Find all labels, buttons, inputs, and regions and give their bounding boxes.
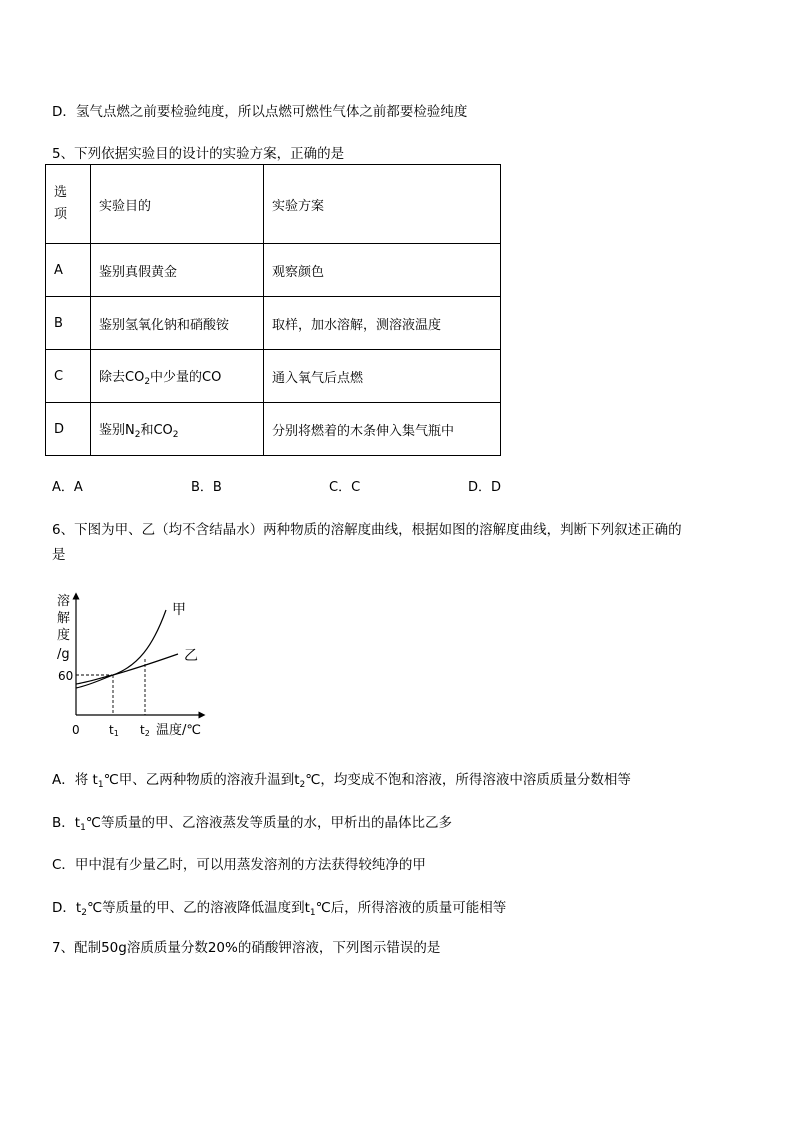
y-label-char: 度 <box>57 628 71 643</box>
row-purpose <box>91 403 264 456</box>
subscript: 2 <box>144 376 151 387</box>
row-option: A <box>46 244 91 297</box>
row-purpose <box>91 350 264 403</box>
header-option: 选 项 <box>46 165 91 244</box>
q5-table <box>45 164 501 456</box>
answer-d[interactable]: D．D <box>468 480 502 495</box>
q6-question-line2: 是 <box>52 547 66 563</box>
x-axis-label: 温度/℃ <box>156 723 201 738</box>
row-option: D <box>46 403 91 456</box>
row-plan: 取样，加水溶解，测溶液温度 <box>264 297 501 350</box>
solubility-graph <box>48 588 218 740</box>
text: ℃等质量的甲、乙的溶液降低温度到t <box>86 900 310 916</box>
purpose-text: 鉴别N <box>99 422 135 438</box>
purpose-text: 除去CO <box>99 369 145 385</box>
table-row <box>46 297 501 350</box>
row-plan: 通入氧气后点燃 <box>264 350 501 403</box>
row-plan: 分别将燃着的木条伸入集气瓶中 <box>264 403 501 456</box>
answer-c[interactable]: C．C <box>329 480 361 495</box>
subscript: 2 <box>172 429 179 440</box>
table-row <box>46 350 501 403</box>
text: D．t <box>52 900 82 916</box>
q6-question-line1: 6、下图为甲、乙（均不含结晶水）两种物质的溶解度曲线，根据如图的溶解度曲线，判断下列叙述正确的 <box>52 522 682 538</box>
text: ℃后，所得溶液的质量可能相等 <box>315 900 507 916</box>
q6-option-d[interactable] <box>52 896 506 918</box>
q4-option-d: D．氢气点燃之前要检验纯度，所以点燃可燃性气体之前都要检验纯度 <box>52 104 468 120</box>
answer-a[interactable]: A．A <box>52 480 83 495</box>
header-purpose: 实验目的 <box>91 165 264 244</box>
y-tick-60: 60 <box>58 669 74 683</box>
q7-question: 7、配制50g溶质质量分数20%的硝酸钾溶液，下列图示错误的是 <box>52 940 441 956</box>
text: B．t <box>52 815 81 831</box>
subscript: 1 <box>97 780 104 790</box>
q5-question: 5、下列依据实验目的设计的实验方案，正确的是 <box>52 146 345 162</box>
x-origin: 0 <box>72 723 80 737</box>
text: ℃，均变成不饱和溶液，所得溶液中溶质质量分数相等 <box>305 772 631 788</box>
purpose-text: 中少量的CO <box>150 369 222 385</box>
curve-jia <box>76 610 166 688</box>
answer-b[interactable]: B．B <box>191 480 222 495</box>
subscript: 2 <box>81 908 87 918</box>
purpose-text: 和CO <box>140 422 173 438</box>
row-option: C <box>46 350 91 403</box>
subscript: 1 <box>309 908 316 918</box>
q6-option-a[interactable] <box>52 768 631 790</box>
y-label-char: 溶 <box>57 594 71 609</box>
series-label-yi: 乙 <box>184 648 198 664</box>
row-option: B <box>46 297 91 350</box>
curve-yi <box>76 654 178 684</box>
row-purpose: 鉴别氢氧化钠和硝酸铵 <box>91 297 264 350</box>
subscript: 1 <box>80 823 86 833</box>
text: ℃等质量的甲、乙溶液蒸发等质量的水，甲析出的晶体比乙多 <box>85 815 452 831</box>
text: ℃甲、乙两种物质的溶液升温到t <box>103 772 300 788</box>
y-label-char: /g <box>57 647 70 662</box>
header-plan: 实验方案 <box>264 165 501 244</box>
x-tick-t2: t2 <box>140 723 150 738</box>
table-row <box>46 244 501 297</box>
row-purpose: 鉴别真假黄金 <box>91 244 264 297</box>
row-plan: 观察颜色 <box>264 244 501 297</box>
y-label-char: 解 <box>57 611 71 626</box>
text: A．将 t <box>52 772 98 788</box>
q6-option-c[interactable]: C．甲中混有少量乙时，可以用蒸发溶剂的方法获得较纯净的甲 <box>52 857 426 873</box>
subscript: 2 <box>299 780 306 790</box>
q6-option-b[interactable] <box>52 811 452 833</box>
x-tick-t1: t1 <box>109 723 119 738</box>
subscript: 2 <box>134 429 141 440</box>
table-header-row <box>46 165 501 244</box>
table-row <box>46 403 501 456</box>
q5-answer-options <box>52 476 512 494</box>
series-label-jia: 甲 <box>172 602 186 618</box>
